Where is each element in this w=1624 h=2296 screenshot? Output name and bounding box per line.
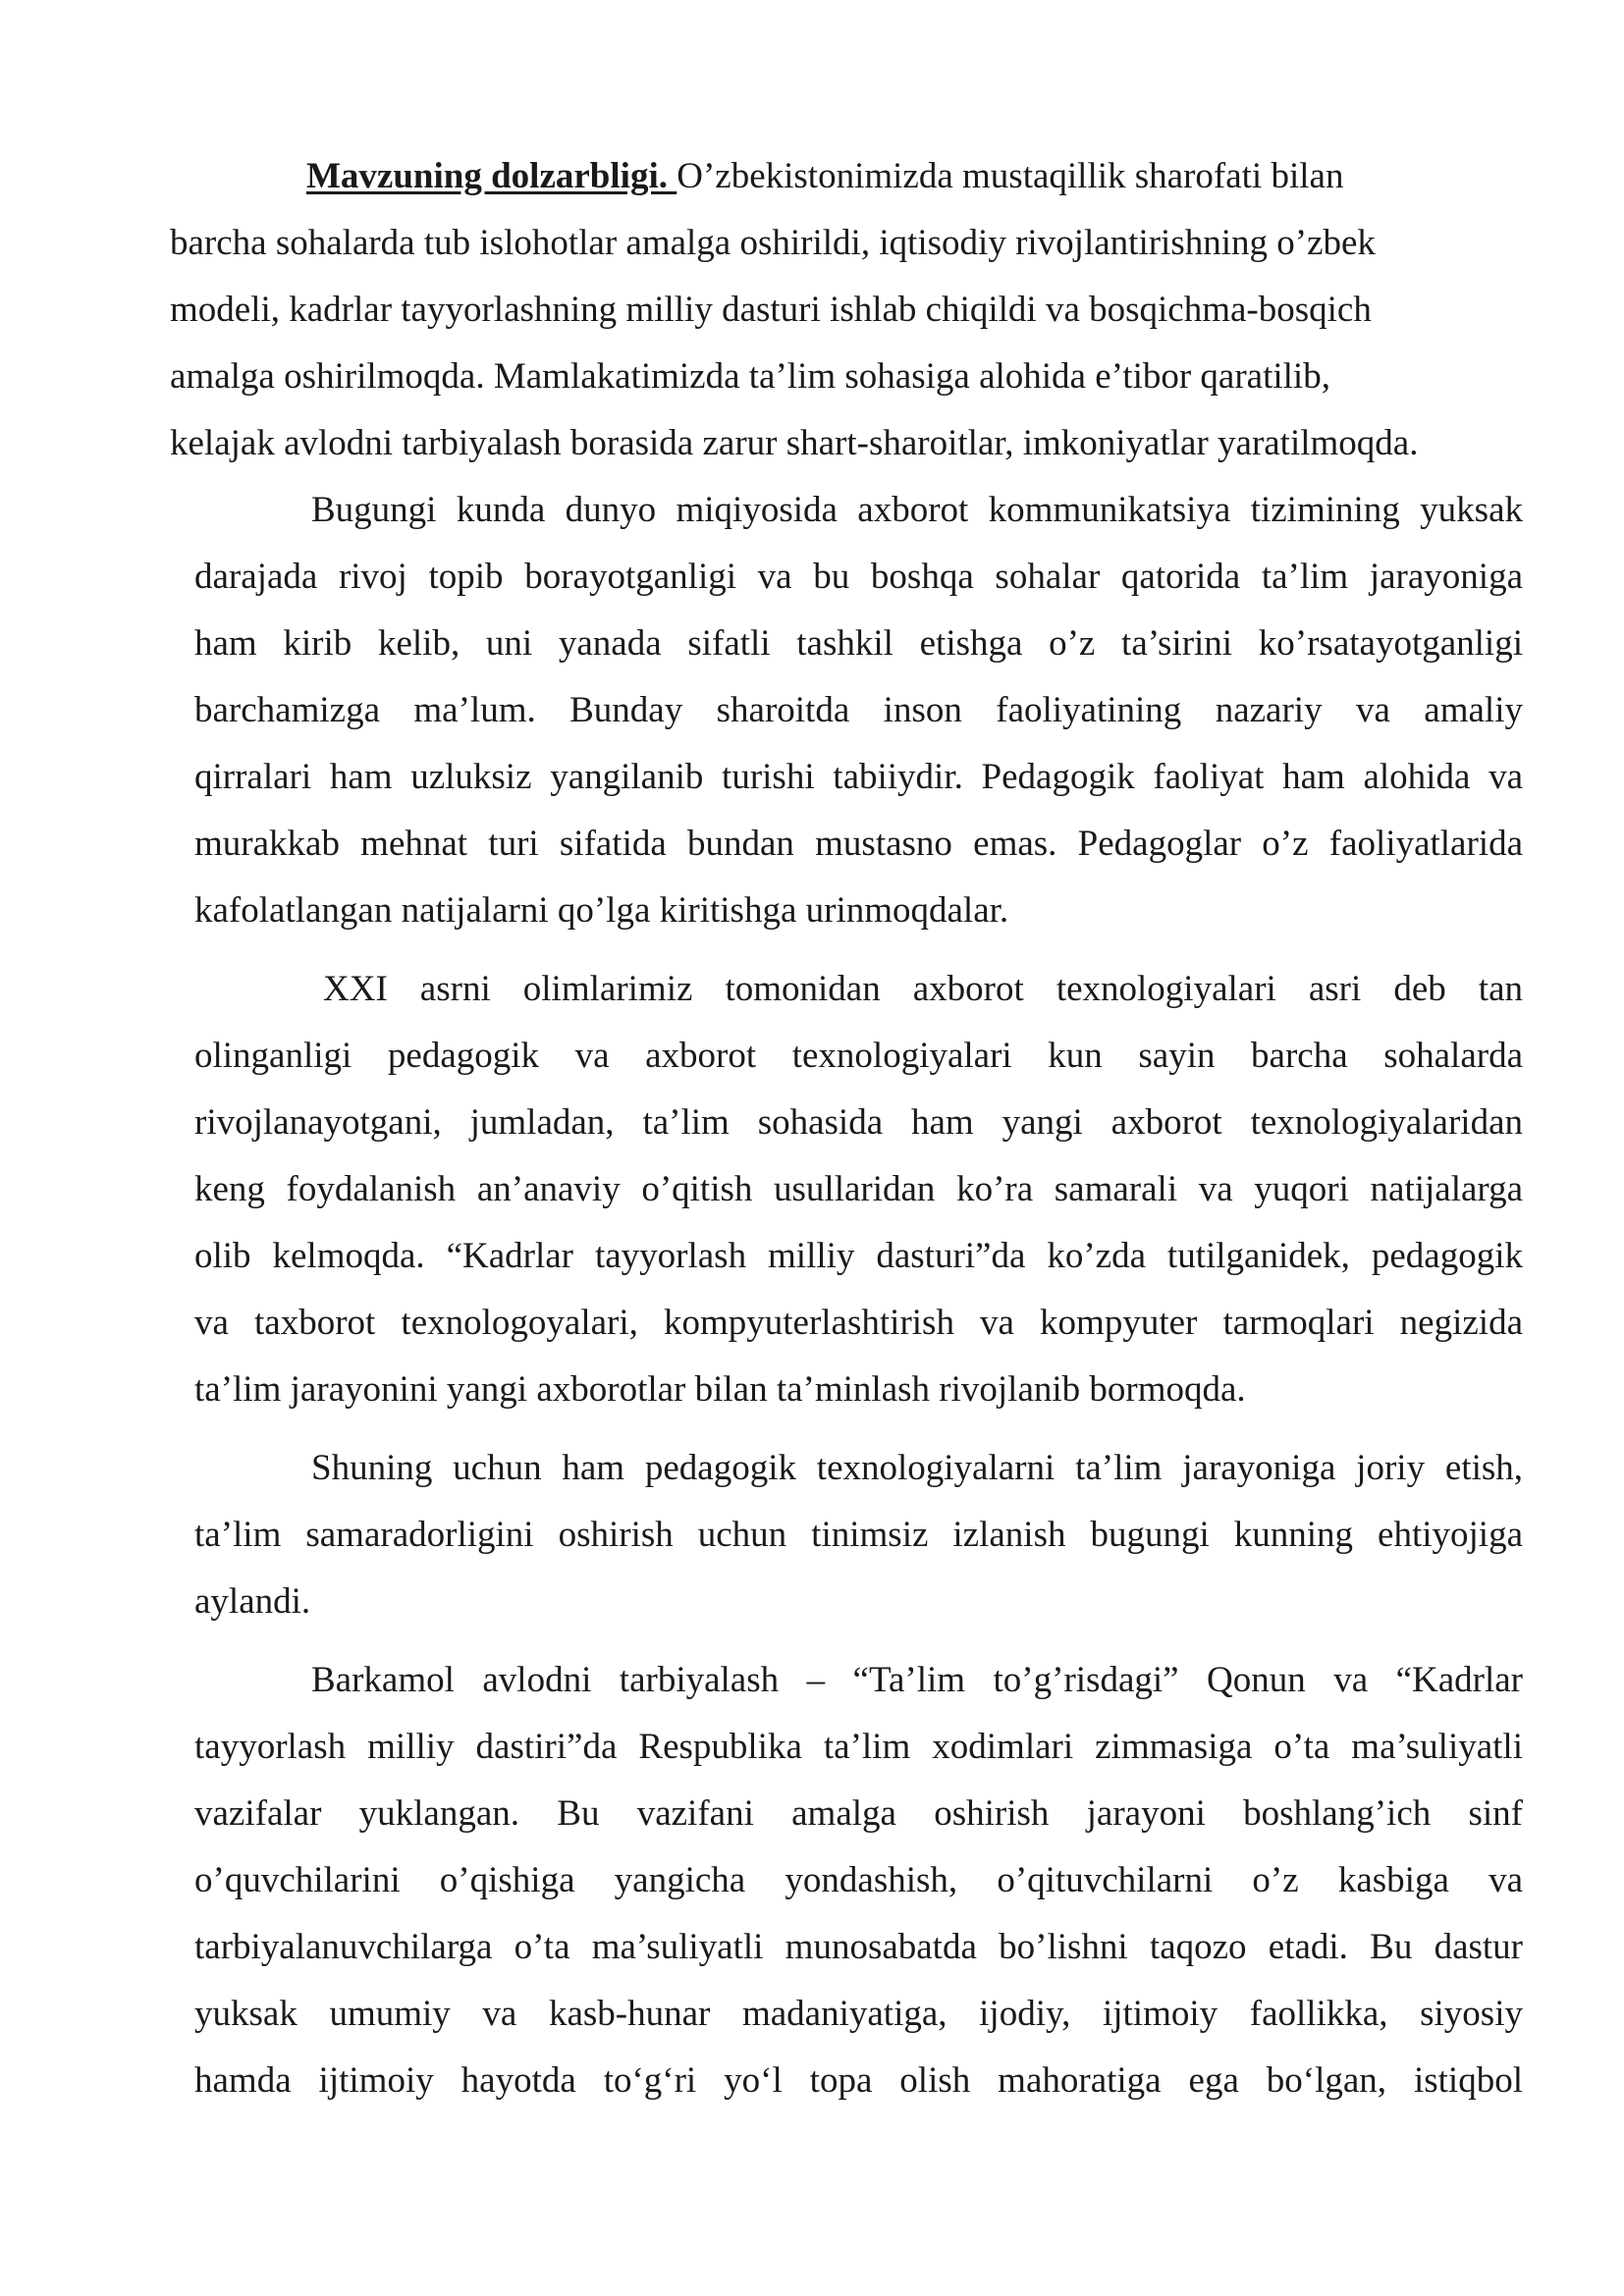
paragraph-3-line: ta’lim jarayonini yangi axborotlar bilan ta’minlash rivojlanib bormoqda. <box>194 1369 1246 1410</box>
paragraph-5-line: tarbiyalanuvchilarga o’ta ma’suliyatli munosabatda bo’lishni taqozo etadi. Bu dastur <box>194 1927 1523 1967</box>
paragraph-5-line: o’quvchilarini o’qishiga yangicha yondashish, o’qituvchilarni o’z kasbiga va <box>194 1860 1523 1900</box>
paragraph-5-line: yuksak umumiy va kasb-hunar madaniyatiga, ijodiy, ijtimoiy faollikka, siyosiy <box>194 1994 1523 2034</box>
paragraph-3-line: va taxborot texnologoyalari, kompyuterlashtirish va kompyuter tarmoqlari negizida <box>194 1303 1523 1343</box>
paragraph-5-line: hamda ijtimoiy hayotda to‘g‘ri yo‘l topa olish mahoratiga ega bo‘lgan, istiqbol <box>194 2060 1523 2101</box>
paragraph-5-line: tayyorlash milliy dastiri”da Respublika ta’lim xodimlari zimmasiga o’ta ma’suliyatli <box>194 1727 1523 1767</box>
paragraph-2-line: darajada rivoj topib borayotganligi va bu boshqa sohalar qatorida ta’lim jarayoniga <box>194 557 1523 597</box>
paragraph-2-line: kafolatlangan natijalarni qo’lga kiritishga urinmoqdalar. <box>194 890 1009 931</box>
paragraph-4-line: aylandi. <box>194 1581 311 1622</box>
paragraph-2-line: Bugungi kunda dunyo miqiyosida axborot kommunikatsiya tizimining yuksak <box>311 490 1523 530</box>
paragraph-1-line: modeli, kadrlar tayyorlashning milliy dasturi ishlab chiqildi va bosqichma-bosqich <box>170 290 1372 330</box>
paragraph-4-line: Shuning uchun ham pedagogik texnologiyalarni ta’lim jarayoniga joriy etish, <box>311 1448 1523 1488</box>
paragraph-2-line: murakkab mehnat turi sifatida bundan mustasno emas. Pedagoglar o’z faoliyatlarida <box>194 824 1523 864</box>
section-heading: Mavzuning dolzarbligi. <box>306 156 677 196</box>
paragraph-3-line: rivojlanayotgani, jumladan, ta’lim sohasida ham yangi axborot texnologiyalaridan <box>194 1102 1523 1143</box>
paragraph-4-line: ta’lim samaradorligini oshirish uchun tinimsiz izlanish bugungi kunning ehtiyojiga <box>194 1515 1523 1555</box>
paragraph-3-line: XXI asrni olimlarimiz tomonidan axborot texnologiyalari asri deb tan <box>323 969 1523 1009</box>
paragraph-3-line: keng foydalanish an’anaviy o’qitish usullaridan ko’ra samarali va yuqori natijalarga <box>194 1169 1523 1209</box>
paragraph-1-first-line <box>306 155 1343 198</box>
paragraph-1-line: amalga oshirilmoqda. Mamlakatimizda ta’lim sohasiga alohida e’tibor qaratilib, <box>170 356 1330 397</box>
paragraph-1-line: barcha sohalarda tub islohotlar amalga oshirildi, iqtisodiy rivojlantirishning o’zbek <box>170 223 1376 263</box>
paragraph-2-line: barchamizga ma’lum. Bunday sharoitda inson faoliyatining nazariy va amaliy <box>194 690 1523 730</box>
paragraph-5-line: Barkamol avlodni tarbiyalash – “Ta’lim to’g’risdagi” Qonun va “Kadrlar <box>311 1660 1523 1700</box>
paragraph-2-line: qirralari ham uzluksiz yangilanib turishi tabiiydir. Pedagogik faoliyat ham alohida va <box>194 757 1523 797</box>
paragraph-3-line: olib kelmoqda. “Kadrlar tayyorlash milliy dasturi”da ko’zda tutilganidek, pedagogik <box>194 1236 1523 1276</box>
paragraph-3-line: olinganligi pedagogik va axborot texnologiyalari kun sayin barcha sohalarda <box>194 1036 1523 1076</box>
paragraph-1-line: kelajak avlodni tarbiyalash borasida zarur shart-sharoitlar, imkoniyatlar yaratilmoqda. <box>170 423 1419 463</box>
paragraph-2-line: ham kirib kelib, uni yanada sifatli tashkil etishga o’z ta’sirini ko’rsatayotganligi <box>194 623 1523 664</box>
paragraph-1-lead: O’zbekistonimizda mustaqillik sharofati bilan <box>677 156 1344 196</box>
paragraph-5-line: vazifalar yuklangan. Bu vazifani amalga oshirish jarayoni boshlang’ich sinf <box>194 1793 1523 1834</box>
